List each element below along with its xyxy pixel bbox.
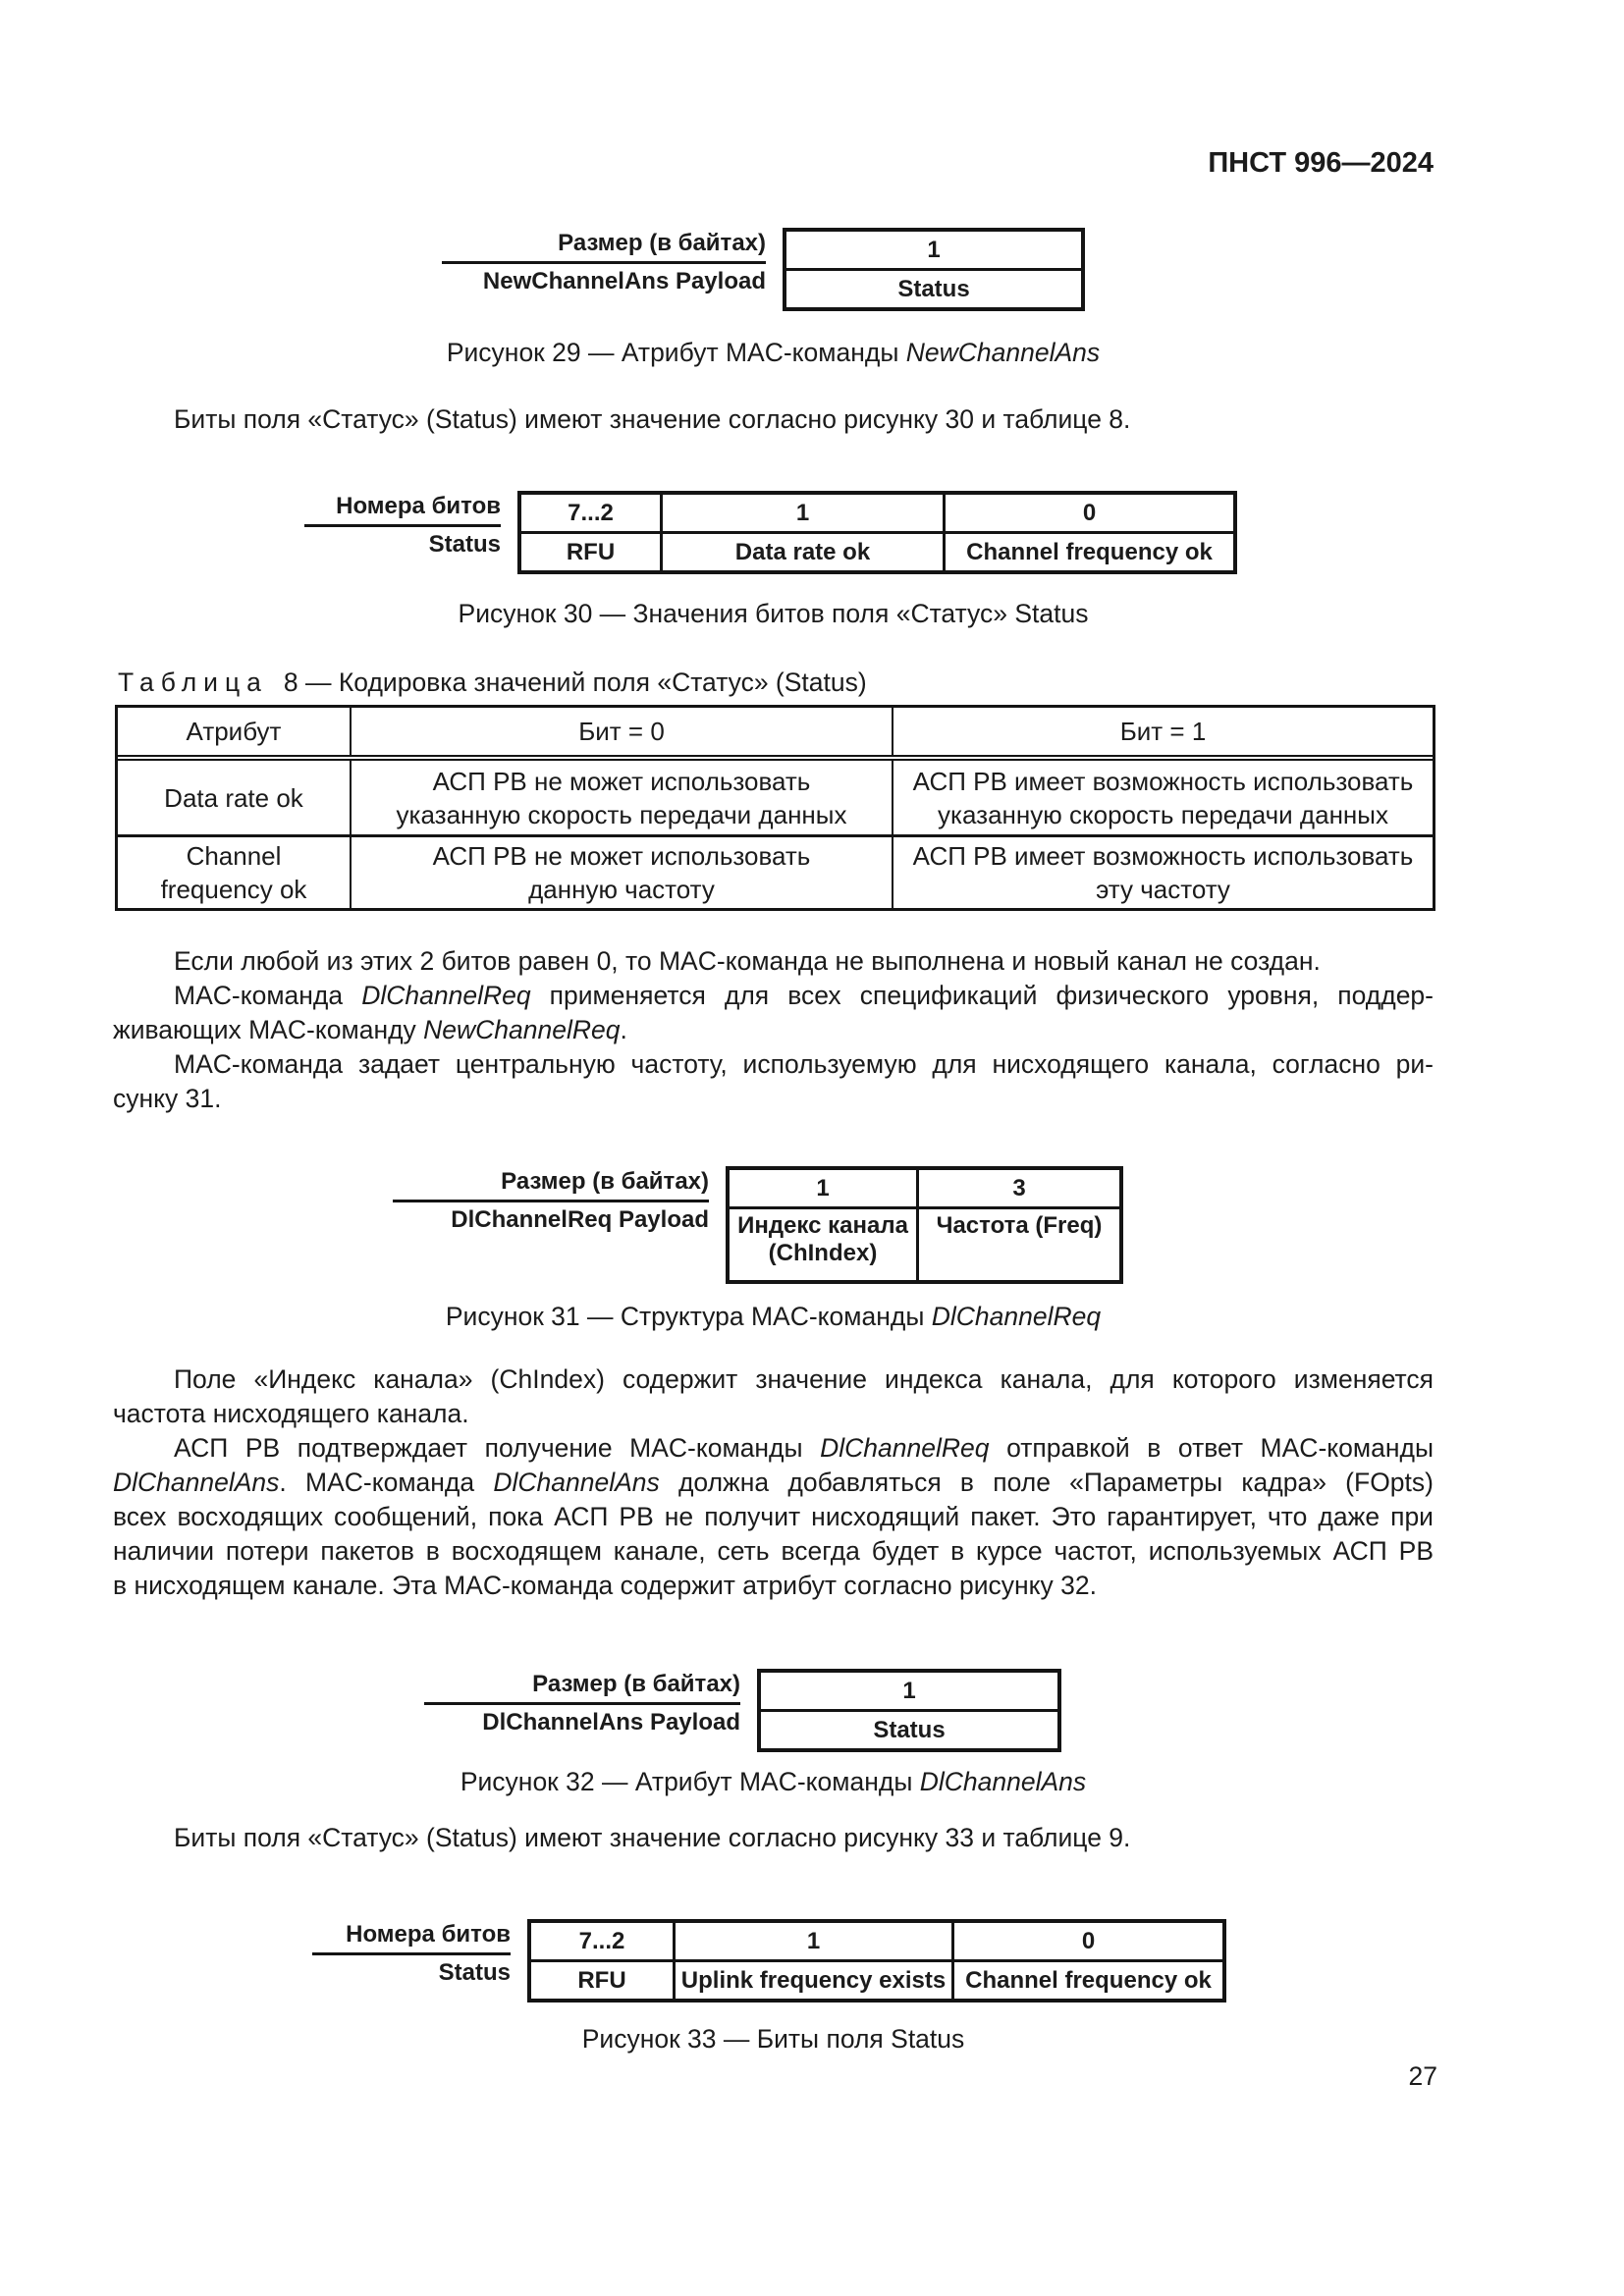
table-8 xyxy=(115,705,1435,911)
paragraph-block-4 xyxy=(113,1821,1434,1855)
figure-30-caption xyxy=(113,599,1434,629)
paragraph xyxy=(113,1362,1434,1431)
cell-line: АСП РВ имеет возможность использовать xyxy=(912,766,1414,796)
figure-29-caption-text: Рисунок 29 — Атрибут MAC-команды xyxy=(446,338,906,367)
figure-29-box xyxy=(783,228,1085,311)
figure-33-status-label: Status xyxy=(438,1958,511,1986)
figure-30-caption-text: Рисунок 30 — Значения битов поля «Статус» Status xyxy=(458,599,1089,628)
figure-32-box xyxy=(757,1669,1061,1752)
figure-33-cell: RFU xyxy=(577,1966,626,1994)
cell-line: указанную скорость передачи данных xyxy=(396,799,847,829)
figure-31-caption-term: DlChannelReq xyxy=(931,1302,1102,1331)
figure-29-size-label: Размер (в байтах) xyxy=(442,228,766,264)
figure-30-labels xyxy=(304,491,501,563)
figure-32-caption xyxy=(113,1767,1434,1797)
figure-31-cell-freq: Частота (Freq) xyxy=(916,1209,1119,1280)
paragraph xyxy=(113,1821,1434,1855)
figure-30-cell: RFU xyxy=(566,538,616,565)
cell-line: эту частоту xyxy=(1096,875,1230,904)
text-line: частота нисходящего канала. xyxy=(113,1399,469,1428)
page-header: ПНСТ 996—2024 xyxy=(1208,147,1434,179)
figure-29-cell-status: Status xyxy=(897,275,970,302)
table-row xyxy=(118,761,1433,834)
figure-32-table xyxy=(424,1669,1061,1752)
paragraph-block-1 xyxy=(113,402,1434,437)
text-line: в нисходящем канале. Эта MAC-команда содержит атрибут согласно рисунку 32. xyxy=(113,1571,1097,1600)
paragraph-block-2 xyxy=(113,944,1434,1116)
figure-30-status-label: Status xyxy=(428,530,501,558)
text-line: DlChannelAns. MAC-команда DlChannelAns должна добавляться в поле «Параметры кадра» (FOpts) xyxy=(113,1468,1434,1497)
table-8-bit1-cell xyxy=(892,761,1433,834)
figure-33-labels xyxy=(312,1919,511,1992)
table-8-title: 8 — Кодировка значений поля «Статус» (Status) xyxy=(283,667,867,697)
figure-29-caption xyxy=(113,338,1434,368)
figure-29-cell-size: 1 xyxy=(927,236,941,263)
figure-32-cell-status: Status xyxy=(873,1716,946,1743)
figure-33-caption-text: Рисунок 33 — Биты поля Status xyxy=(581,2024,965,2054)
figure-30-cell: 1 xyxy=(660,495,943,531)
table-8-header-bit0: Бит = 0 xyxy=(350,708,892,755)
text-line: MAC-команда DlChannelReq применяется для всех спецификаций физического уровня, поддер- xyxy=(174,981,1434,1010)
figure-29-caption-term: NewChannelAns xyxy=(905,338,1101,367)
figure-30-cell: 7...2 xyxy=(568,499,614,526)
figure-30-bits-label: Номера битов xyxy=(304,491,501,527)
text-line: Поле «Индекс канала» (ChIndex) содержит значение индекса канала, для которого изменяется xyxy=(174,1364,1434,1394)
table-8-body xyxy=(118,761,1433,908)
figure-30-box xyxy=(517,491,1237,574)
paragraph xyxy=(113,402,1434,437)
cell-line: Channel xyxy=(186,841,282,871)
figure-30-cell: 0 xyxy=(943,495,1233,531)
text-line: наличии потери пакетов в восходящем канале, сеть всегда будет в курсе частот, используемых АСП РВ xyxy=(113,1536,1434,1566)
figure-31-labels xyxy=(393,1166,709,1239)
cell-line: указанную скорость передачи данных xyxy=(938,799,1388,829)
figure-31-table xyxy=(393,1166,1123,1284)
figure-29-labels xyxy=(442,228,766,300)
figure-31-cell: 1 xyxy=(816,1174,830,1201)
figure-33-cell: 7...2 xyxy=(578,1927,625,1954)
table-8-header-row xyxy=(118,708,1433,757)
figure-29-payload-label: NewChannelAns Payload xyxy=(482,267,766,294)
figure-31-box xyxy=(726,1166,1123,1284)
figure-32-size-label: Размер (в байтах) xyxy=(424,1669,740,1705)
figure-29-table xyxy=(442,228,1085,311)
paragraph-block-3 xyxy=(113,1362,1434,1603)
figure-31-payload-label: DlChannelReq Payload xyxy=(451,1205,709,1233)
cell-line: frequency ok xyxy=(160,875,307,904)
figure-33-cell: Uplink frequency exists xyxy=(673,1962,951,1999)
figure-32-caption-term: DlChannelAns xyxy=(919,1767,1087,1796)
figure-33-cell: Channel frequency ok xyxy=(951,1962,1222,1999)
figure-30-table xyxy=(304,491,1237,574)
figure-31-caption xyxy=(113,1302,1434,1332)
table-8-attr-cell xyxy=(118,761,350,834)
table-8-headline xyxy=(118,667,867,698)
cell-line: данную частоту xyxy=(528,875,715,904)
text-line: Биты поля «Статус» (Status) имеют значение согласно рисунку 30 и таблице 8. xyxy=(174,404,1131,434)
figure-33-cell: 0 xyxy=(951,1923,1222,1959)
cell-line: (ChIndex) xyxy=(768,1240,878,1266)
cell-line: АСП РВ имеет возможность использовать xyxy=(912,841,1414,871)
table-8-word: Таблица xyxy=(118,667,268,697)
table-8-attr-cell xyxy=(118,837,350,908)
figure-31-cell-chindex xyxy=(730,1209,916,1280)
text-line: сунку 31. xyxy=(113,1084,222,1113)
figure-33-bits-label: Номера битов xyxy=(312,1919,511,1955)
table-8-header-attr: Атрибут xyxy=(186,716,282,746)
figure-33-box xyxy=(527,1919,1226,2002)
text-line: Биты поля «Статус» (Status) имеют значение согласно рисунку 33 и таблице 9. xyxy=(174,1823,1131,1852)
text-line: всех восходящих сообщений, пока АСП РВ не получит нисходящий пакет. Это гарантирует, что даже при xyxy=(113,1502,1434,1531)
figure-31-size-label: Размер (в байтах) xyxy=(393,1166,709,1202)
cell-line: Индекс канала xyxy=(737,1212,908,1239)
figure-32-labels xyxy=(424,1669,740,1741)
cell-line: АСП РВ не может использовать xyxy=(432,841,811,871)
table-row xyxy=(118,834,1433,908)
paragraph xyxy=(113,944,1434,979)
figure-31-caption-text: Рисунок 31 — Структура MAC-команды xyxy=(445,1302,932,1331)
table-8-bit1-cell xyxy=(892,837,1433,908)
figure-32-payload-label: DlChannelAns Payload xyxy=(482,1708,740,1735)
paragraph xyxy=(113,1047,1434,1116)
figure-33-caption xyxy=(113,2024,1434,2055)
text-line: АСП РВ подтверждает получение MAC-команды DlChannelReq отправкой в ответ MAC-команды xyxy=(174,1433,1434,1463)
table-8-bit0-cell xyxy=(350,837,892,908)
cell-line: АСП РВ не может использовать xyxy=(432,766,811,796)
paragraph xyxy=(113,979,1434,1047)
text-line: Если любой из этих 2 битов равен 0, то MAC-команда не выполнена и новый канал не создан. xyxy=(174,946,1321,976)
figure-30-cell: Data rate ok xyxy=(660,534,943,570)
figure-30-cell: Channel frequency ok xyxy=(943,534,1233,570)
figure-32-cell-size: 1 xyxy=(902,1677,916,1704)
text-line: живающих MAC-команду NewChannelReq. xyxy=(113,1015,627,1044)
table-8-header-bit1: Бит = 1 xyxy=(892,708,1433,755)
figure-32-caption-text: Рисунок 32 — Атрибут MAC-команды xyxy=(460,1767,920,1796)
text-line: MAC-команда задает центральную частоту, используемую для нисходящего канала, согласно ри- xyxy=(174,1049,1434,1079)
figure-33-cell: 1 xyxy=(673,1923,951,1959)
cell-line: Data rate ok xyxy=(164,782,303,813)
figure-33-table xyxy=(312,1919,1226,2002)
paragraph xyxy=(113,1431,1434,1603)
figure-31-cell: 3 xyxy=(916,1170,1119,1206)
table-8-bit0-cell xyxy=(350,761,892,834)
page-number: 27 xyxy=(1408,2061,1437,2091)
